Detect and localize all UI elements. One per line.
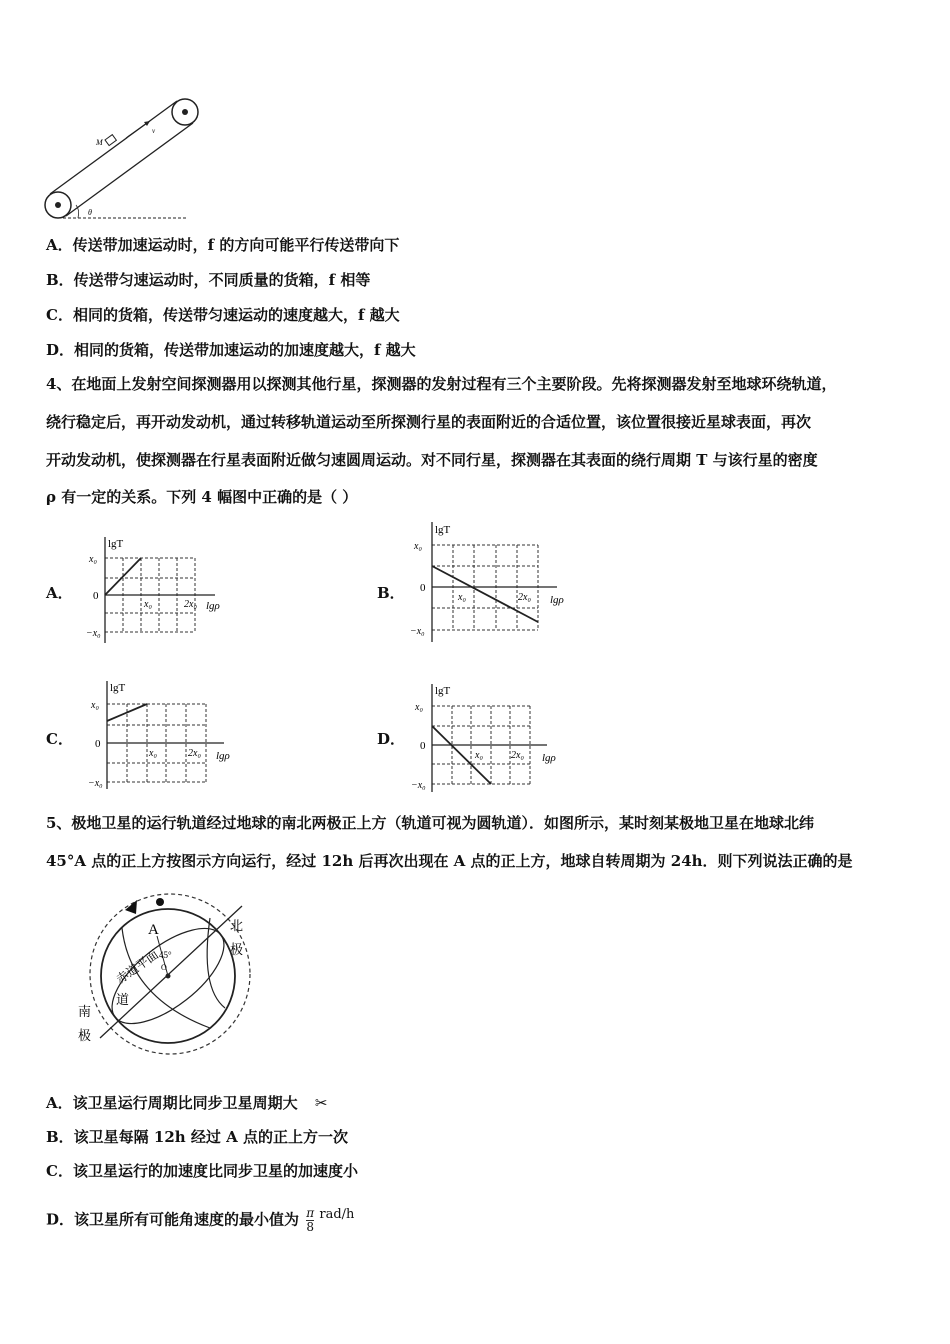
svg-text:x₀: x₀ <box>144 599 152 610</box>
svg-text:0: 0 <box>420 740 426 752</box>
svg-text:lgT: lgT <box>110 682 126 694</box>
mass-label: M <box>96 138 103 147</box>
meridian-right <box>207 918 225 1008</box>
svg-text:北: 北 <box>230 918 244 933</box>
svg-text:极: 极 <box>230 942 244 957</box>
svg-text:−x₀: −x₀ <box>88 778 103 789</box>
svg-text:lgρ: lgρ <box>550 594 564 606</box>
svg-text:x₀: x₀ <box>458 592 466 603</box>
q5-option-b: B．该卫星每隔 12h 经过 A 点的正上方一次 <box>46 1128 348 1146</box>
conveyor-belt-figure <box>40 90 200 225</box>
q5-line-1: 5、极地卫星的运行轨道经过地球的南北两极正上方（轨道可视为圆轨道）．如图所示，某时刻某极地卫星在地球北纬 <box>46 814 814 832</box>
svg-text:2x₀: 2x₀ <box>184 599 197 610</box>
svg-text:2x₀: 2x₀ <box>518 592 531 603</box>
svg-text:x₀: x₀ <box>415 702 423 713</box>
velocity-label: v <box>152 127 156 135</box>
q4-line-1: 4、在地面上发射空间探测器用以探测其他行星，探测器的发射过程有三个主要阶段。先将探测器发射至地球环绕轨道， <box>46 375 837 393</box>
svg-text:x₀: x₀ <box>91 700 99 711</box>
svg-text:赤道平面: 赤道平面 <box>113 947 162 987</box>
q5-option-d: D．该卫星所有可能角速度的最小值为 $\frac{\pi}{8}$ rad/h <box>46 1206 355 1234</box>
svg-text:x₀: x₀ <box>475 750 483 761</box>
svg-text:道: 道 <box>116 992 130 1007</box>
svg-text:A: A <box>148 922 159 938</box>
q3-option-a: A．传送带加速运动时，f 的方向可能平行传送带向下 <box>46 236 400 254</box>
svg-text:lgT: lgT <box>435 685 451 697</box>
svg-text:极: 极 <box>78 1028 92 1043</box>
svg-text:0: 0 <box>93 590 99 602</box>
graph-label-b: B． <box>377 584 405 602</box>
svg-text:0: 0 <box>95 738 101 750</box>
svg-text:lgT: lgT <box>108 538 124 550</box>
svg-text:−x₀: −x₀ <box>410 626 425 637</box>
svg-text:x₀: x₀ <box>414 541 422 552</box>
belt-top-line <box>50 101 177 194</box>
graph-label-c: C． <box>46 730 73 748</box>
cargo-box <box>105 135 116 146</box>
svg-text:南: 南 <box>78 1004 92 1019</box>
svg-text:lgT: lgT <box>435 524 451 536</box>
q4-line-4: ρ 有一定的关系。下列 4 幅图中正确的是（ ） <box>46 488 358 506</box>
svg-text:−x₀: −x₀ <box>86 628 101 639</box>
q4-line-3: 开动发动机，使探测器在行星表面附近做匀速圆周运动。对不同行星，探测器在其表面的绕行周期 T 与该行星的密度 <box>46 451 818 469</box>
svg-text:O: O <box>161 963 167 972</box>
angle-label: θ <box>88 208 92 217</box>
satellite-dot <box>156 898 164 906</box>
svg-text:2x₀: 2x₀ <box>188 748 201 759</box>
q5-line-2: 45°A 点的正上方按图示方向运行，经过 12h 后再次出现在 A 点的正上方，地球自转周期为 24h．则下列说法正确的是 <box>46 852 853 870</box>
graph-a <box>80 533 240 645</box>
svg-text:x₀: x₀ <box>89 554 97 565</box>
fraction: $\frac{\pi}{8}$ <box>306 1206 315 1234</box>
stray-scissors-icon: ✂ <box>314 1094 328 1112</box>
graph-c <box>82 677 242 791</box>
svg-text:−x₀: −x₀ <box>411 780 426 791</box>
svg-text:45°: 45° <box>159 950 172 960</box>
svg-text:0: 0 <box>420 582 426 594</box>
svg-text:lgρ: lgρ <box>216 750 230 762</box>
q3-option-b: B．传送带匀速运动时，不同质量的货箱，f 相等 <box>46 271 371 289</box>
graph-label-a: A． <box>46 584 73 602</box>
q4-line-2: 绕行稳定后，再开动发动机，通过转移轨道运动至所探测行星的表面附近的合适位置，该位置很接近星球表面，再次 <box>46 413 812 431</box>
graph-b <box>402 518 582 644</box>
q5-option-c: C．该卫星运行的加速度比同步卫星的加速度小 <box>46 1162 358 1180</box>
q3-option-d: D．相同的货箱，传送带加速运动的加速度越大，f 越大 <box>46 341 416 359</box>
graph-label-d: D． <box>377 730 406 748</box>
q5-option-a: A．该卫星运行周期比同步卫星周期大 ✂ <box>46 1094 328 1112</box>
belt-bottom-line <box>66 123 193 216</box>
svg-text:lgρ: lgρ <box>542 752 556 764</box>
svg-text:2x₀: 2x₀ <box>511 750 524 761</box>
polar-orbit-figure <box>70 888 270 1060</box>
q3-option-c: C．相同的货箱，传送带匀速运动的速度越大，f 越大 <box>46 306 400 324</box>
graph-d <box>402 680 572 794</box>
svg-text:x₀: x₀ <box>149 748 157 759</box>
svg-text:lgρ: lgρ <box>206 600 220 612</box>
